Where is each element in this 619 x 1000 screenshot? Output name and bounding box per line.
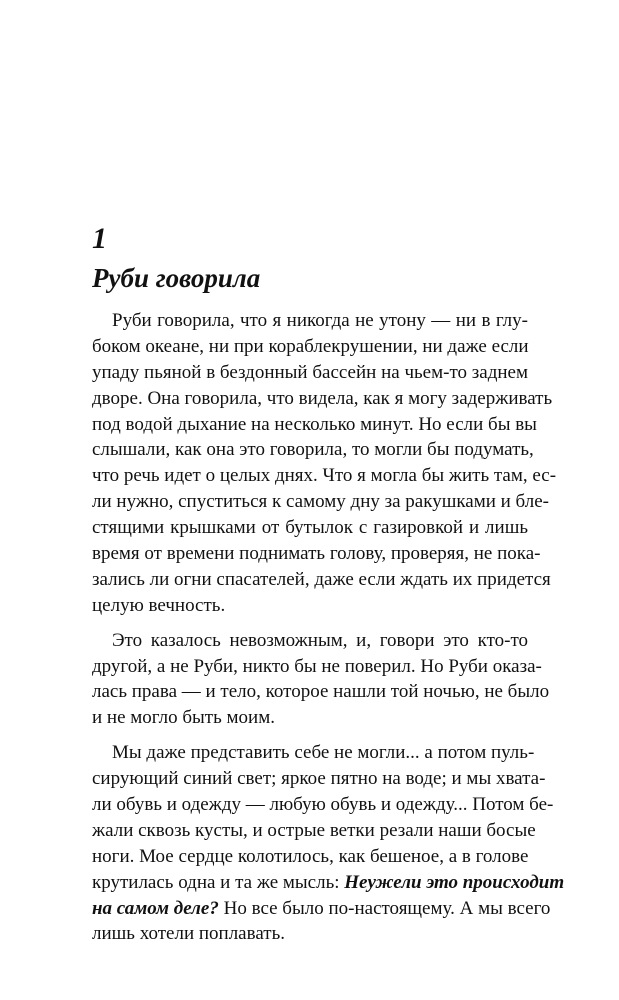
text-line: Руби говорила, что я никогда не утону — ни в глу- bbox=[112, 310, 528, 331]
paragraph-gap bbox=[92, 619, 528, 628]
text-line: что речь идет о целых днях. Что я могла бы жить там, ес- bbox=[92, 465, 557, 487]
text-line: Это казалось невозможным, и, говори это кто-то bbox=[112, 629, 528, 651]
text-line: лась права — и тело, которое нашли той ночью, не было bbox=[92, 681, 550, 703]
paragraph-2 bbox=[92, 628, 550, 732]
italic-text: на самом деле? bbox=[92, 897, 219, 919]
text-line: целую вечность. bbox=[92, 594, 226, 616]
text-line: слышали, как она это говорила, то могли бы подумать, bbox=[92, 439, 534, 461]
text-line: стящими крышками от бутылок с газировкой и лишь bbox=[92, 517, 528, 539]
text-line-mixed bbox=[92, 870, 565, 896]
paragraph-3 bbox=[92, 740, 565, 947]
paragraph-gap bbox=[92, 731, 528, 740]
text-line: сирующий синий свет; яркое пятно на воде; и мы хвата- bbox=[92, 768, 546, 790]
text-line: упаду пьяной в бездонный бассейн на чьем-то заднем bbox=[92, 361, 528, 383]
text-line: и не могло быть моим. bbox=[92, 707, 275, 729]
text-line: ноги. Мое сердце колотилось, как бешеное, а в голове bbox=[92, 845, 529, 867]
text-line: под водой дыхание на несколько минут. Но если бы вы bbox=[92, 413, 537, 435]
text-line: ли обувь и одежду — любую обувь и одежду... Потом бе- bbox=[92, 794, 554, 816]
paragraph-1 bbox=[92, 308, 557, 619]
text-line-mixed bbox=[92, 896, 551, 922]
text-line: другой, а не Руби, никто бы не поверил. Но Руби оказа- bbox=[92, 655, 542, 677]
text-line: Мы даже представить себе не могли... а потом пуль- bbox=[112, 742, 535, 764]
chapter-title: Руби говорила bbox=[92, 263, 261, 293]
text-line: жали сквозь кусты, и острые ветки резали наши босые bbox=[92, 819, 536, 841]
text-segment: Но все было по-настоящему. А мы всего bbox=[218, 897, 551, 919]
text-line: зались ли огни спасателей, даже если ждать их придется bbox=[92, 568, 551, 590]
text-line: ли нужно, спуститься к самому дну за ракушками и бле- bbox=[92, 491, 549, 513]
text-line: дворе. Она говорила, что видела, как я могу задерживать bbox=[92, 387, 553, 409]
text-segment: крутилась одна и та же мысль: bbox=[92, 871, 345, 893]
italic-text: Неужели это происходит bbox=[344, 871, 565, 893]
body-text bbox=[92, 308, 565, 947]
text-line: время от времени поднимать голову, проверяя, не пока- bbox=[92, 543, 541, 565]
chapter-number: 1 bbox=[92, 222, 107, 255]
text-line: лишь хотели поплавать. bbox=[92, 923, 285, 945]
text-line: боком океане, ни при кораблекрушении, ни даже если bbox=[92, 335, 529, 357]
